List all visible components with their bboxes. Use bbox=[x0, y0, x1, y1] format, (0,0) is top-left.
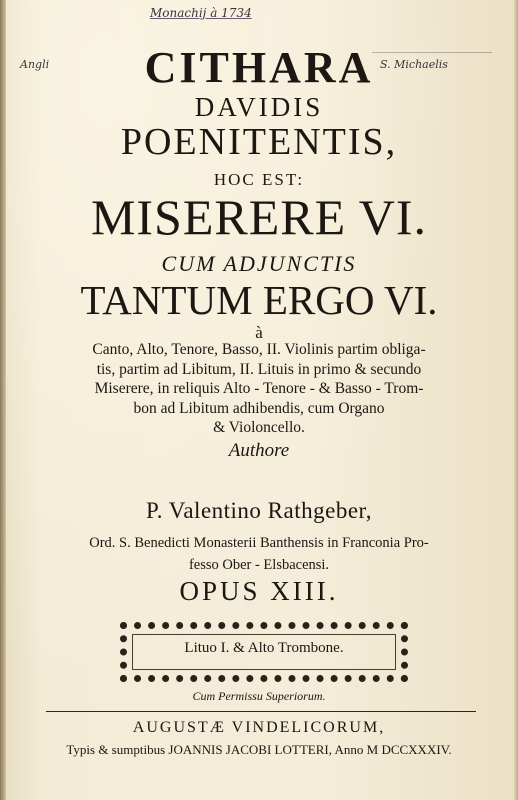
scoring-line: bon ad Libitum adhibendis, cum Organo bbox=[133, 399, 385, 417]
author-order-line: fesso Ober - Elsbacensi. bbox=[188, 557, 330, 573]
scoring-line: & Violoncello. bbox=[213, 419, 305, 436]
scoring-line: Canto, Alto, Tenore, Basso, II. Violinis partim obliga- bbox=[92, 341, 426, 358]
imprint-place: AUGUSTÆ VINDELICORUM, bbox=[132, 719, 386, 736]
handwritten-right-note: S. Michaelis bbox=[380, 58, 448, 71]
handwritten-left-note: Angli bbox=[20, 58, 50, 71]
author-order-line: Ord. S. Benedicti Monasterii Banthensis in Franconia Pro- bbox=[89, 535, 429, 551]
divider-rule bbox=[46, 711, 476, 712]
title-davidis: DAVIDIS bbox=[194, 92, 324, 122]
author-label: Authore bbox=[228, 440, 290, 461]
author-order bbox=[0, 532, 518, 576]
title-cum-adjunctis: CUM ADJUNCTIS bbox=[161, 251, 357, 276]
imprint-printer: Typis & sumptibus JOANNIS JACOBI LOTTERI, Anno M DCCXXXIV. bbox=[66, 742, 452, 757]
permission-note: Cum Permissu Superiorum. bbox=[192, 689, 326, 703]
opus-number: OPUS XIII. bbox=[179, 576, 339, 606]
part-label: Lituo I. & Alto Trombone. bbox=[184, 640, 344, 656]
part-label-frame bbox=[120, 622, 408, 682]
title-hoc-est: HOC EST: bbox=[213, 170, 305, 189]
scoring-prefix: à bbox=[255, 323, 263, 342]
scoring-text bbox=[0, 340, 518, 438]
title-tantum-ergo: TANTUM ERGO VI. bbox=[80, 277, 438, 323]
scoring-line: tis, partim ad Libitum, II. Lituis in primo & secundo bbox=[96, 360, 422, 378]
scoring-line: Miserere, in reliquis Alto - Tenore - & Basso - Trom- bbox=[94, 380, 424, 397]
handwritten-provenance-note: Monachij à 1734 bbox=[150, 6, 252, 20]
title-cithara: CITHARA bbox=[144, 43, 374, 92]
title-poenitentis: POENITENTIS, bbox=[120, 121, 398, 163]
author-name: P. Valentino Rathgeber, bbox=[145, 498, 373, 523]
title-miserere: MISERERE VI. bbox=[90, 189, 428, 245]
